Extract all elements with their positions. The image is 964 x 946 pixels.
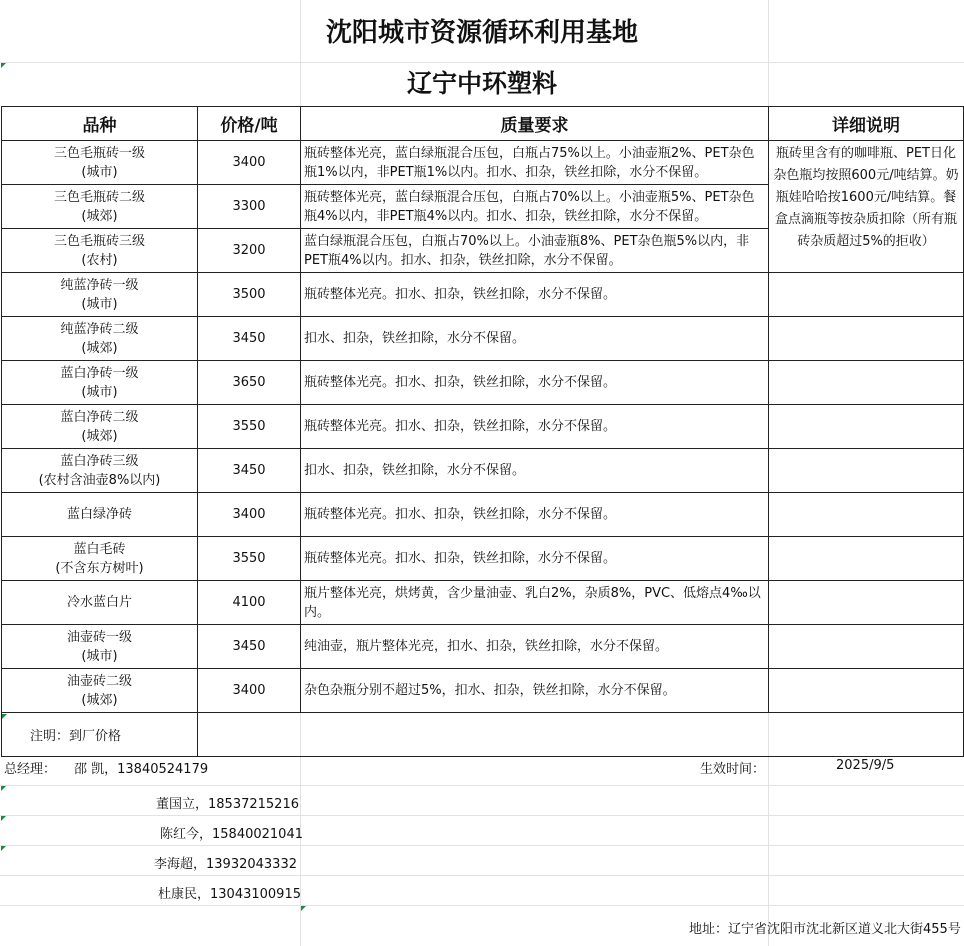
- table-row: [2, 405, 964, 449]
- requirement-cell: 瓶砖整体光亮。扣水、扣杂，铁丝扣除，水分不保留。: [301, 405, 769, 449]
- variety-region: (城市): [81, 164, 118, 180]
- variety-cell: [2, 185, 198, 229]
- variety-cell: [2, 317, 198, 361]
- variety-cell: [2, 229, 198, 273]
- variety-name: 纯蓝净砖二级: [60, 321, 139, 337]
- price-cell: 3650: [198, 361, 301, 405]
- column-header-variety: 品种: [2, 107, 198, 141]
- variety-region: (城郊): [81, 428, 118, 444]
- variety-region: (农村含油壶8%以内): [38, 472, 161, 488]
- note-row: [2, 713, 964, 757]
- variety-name: 蓝白毛砖: [73, 541, 126, 557]
- table-row: [2, 581, 964, 625]
- empty-detail-cell: [769, 273, 964, 317]
- manager-label: 总经理：: [4, 762, 57, 777]
- requirement-cell: 扣水、扣杂，铁丝扣除，水分不保留。: [301, 449, 769, 493]
- table-row: [2, 273, 964, 317]
- variety-cell: [2, 537, 198, 581]
- contact-item: 董国立，18537215216: [156, 797, 299, 812]
- contact-item: 李海超，13932043332: [154, 857, 297, 872]
- cell-indicator: [1, 63, 6, 68]
- variety-region: (城郊): [81, 340, 118, 356]
- variety-region: (城市): [81, 296, 118, 312]
- variety-name: 蓝白净砖三级: [60, 453, 139, 469]
- requirement-cell: 蓝白绿瓶混合压包，白瓶占70%以上。小油壶瓶8%、PET杂色瓶5%以内，非PET瓶4%以内。扣水、扣杂，铁丝扣除，水分不保留。: [301, 229, 769, 273]
- empty-note-cell: [198, 713, 964, 757]
- variety-cell: [2, 669, 198, 713]
- grid-line: [0, 62, 964, 63]
- cell-indicator: [301, 906, 306, 911]
- variety-region: (城郊): [81, 208, 118, 224]
- cell-indicator: [1, 846, 6, 851]
- variety-name: 三色毛瓶砖二级: [53, 189, 145, 205]
- empty-detail-cell: [769, 317, 964, 361]
- grid-line: [0, 815, 964, 816]
- effective-label: 生效时间：: [700, 762, 766, 777]
- variety-name: 三色毛瓶砖一级: [53, 145, 145, 161]
- grid-line: [0, 785, 964, 786]
- price-cell: 4100: [198, 581, 301, 625]
- variety-name: 蓝白净砖二级: [60, 409, 139, 425]
- price-cell: 3200: [198, 229, 301, 273]
- variety-cell: [2, 141, 198, 185]
- detail-cell: 瓶砖里含有的咖啡瓶、PET日化杂色瓶均按照600元/吨结算。奶瓶娃哈哈按1600元/吨结算。餐盒点滴瓶等按杂质扣除（所有瓶砖杂质超过5%的拒收）: [769, 141, 964, 273]
- requirement-cell: 扣水、扣杂，铁丝扣除，水分不保留。: [301, 317, 769, 361]
- table-row: [2, 141, 964, 185]
- requirement-cell: 瓶片整体光亮，烘烤黄，含少量油壶、乳白2%，杂质8%，PVC、低熔点4‰以内。: [301, 581, 769, 625]
- price-cell: 3300: [198, 185, 301, 229]
- table-row: [2, 317, 964, 361]
- company-name: 辽宁中环塑料: [406, 69, 557, 98]
- empty-detail-cell: [769, 405, 964, 449]
- empty-detail-cell: [769, 537, 964, 581]
- requirement-cell: 瓶砖整体光亮。扣水、扣杂，铁丝扣除，水分不保留。: [301, 273, 769, 317]
- requirement-cell: 杂色杂瓶分别不超过5%，扣水、扣杂，铁丝扣除，水分不保留。: [301, 669, 769, 713]
- table-row: [2, 537, 964, 581]
- requirement-cell: 瓶砖整体光亮。扣水、扣杂，铁丝扣除，水分不保留。: [301, 537, 769, 581]
- requirement-cell: 瓶砖整体光亮。扣水、扣杂，铁丝扣除，水分不保留。: [301, 361, 769, 405]
- variety-region: (不含东方树叶): [55, 560, 144, 576]
- variety-cell: [2, 361, 198, 405]
- empty-detail-cell: [769, 581, 964, 625]
- variety-cell: [2, 405, 198, 449]
- variety-name: 蓝白净砖一级: [60, 365, 139, 381]
- variety-name: 纯蓝净砖一级: [60, 277, 139, 293]
- table-row: [2, 361, 964, 405]
- price-cell: 3550: [198, 405, 301, 449]
- contact-item: 杜康民，13043100915: [158, 887, 301, 902]
- price-cell: 3400: [198, 141, 301, 185]
- page-title: 沈阳城市资源循环利用基地: [325, 18, 638, 48]
- price-cell: 3500: [198, 273, 301, 317]
- address: 地址：辽宁省沈阳市沈北新区道义北大街455号: [689, 922, 961, 937]
- note-cell: 注明：到厂价格: [2, 713, 198, 757]
- empty-detail-cell: [769, 493, 964, 537]
- column-header-detail: 详细说明: [769, 107, 964, 141]
- manager-contact: 邵 凯，13840524179: [74, 762, 209, 777]
- cell-indicator: [1, 786, 6, 791]
- variety-name: 冷水蓝白片: [66, 595, 132, 610]
- requirement-cell: 瓶砖整体光亮，蓝白绿瓶混合压包，白瓶占75%以上。小油壶瓶2%、PET杂色瓶1%以内，非PET瓶1%以内。扣水、扣杂，铁丝扣除，水分不保留。: [301, 141, 769, 185]
- price-cell: 3450: [198, 449, 301, 493]
- price-table: [1, 106, 964, 757]
- variety-cell: [2, 273, 198, 317]
- variety-region: (城市): [81, 384, 118, 400]
- column-header-price: 价格/吨: [198, 107, 301, 141]
- price-cell: 3450: [198, 317, 301, 361]
- variety-name: 三色毛瓶砖三级: [53, 233, 145, 249]
- cell-indicator: [2, 714, 7, 719]
- variety-name: 油壶砖二级: [66, 673, 132, 689]
- empty-detail-cell: [769, 449, 964, 493]
- requirement-cell: 瓶砖整体光亮，蓝白绿瓶混合压包，白瓶占70%以上。小油壶瓶5%、PET杂色瓶4%以内，非PET瓶4%以内。扣水、扣杂，铁丝扣除，水分不保留。: [301, 185, 769, 229]
- effective-date: 2025/9/5: [836, 758, 895, 773]
- empty-detail-cell: [769, 361, 964, 405]
- table-row: [2, 669, 964, 713]
- price-cell: 3400: [198, 493, 301, 537]
- grid-line: [0, 905, 964, 906]
- table-row: [2, 625, 964, 669]
- table-row: [2, 449, 964, 493]
- column-header-requirement: 质量要求: [301, 107, 769, 141]
- requirement-cell: 瓶砖整体光亮。扣水、扣杂，铁丝扣除，水分不保留。: [301, 493, 769, 537]
- variety-cell: [2, 581, 198, 625]
- price-cell: 3450: [198, 625, 301, 669]
- table-header-row: [2, 107, 964, 141]
- variety-cell: [2, 625, 198, 669]
- cell-indicator: [1, 816, 6, 821]
- variety-cell: [2, 449, 198, 493]
- empty-detail-cell: [769, 625, 964, 669]
- grid-line: [0, 875, 964, 876]
- price-cell: 3550: [198, 537, 301, 581]
- variety-name: 油壶砖一级: [66, 629, 132, 645]
- grid-line: [0, 845, 964, 846]
- variety-name: 蓝白绿净砖: [66, 507, 132, 522]
- table-row: [2, 493, 964, 537]
- variety-region: (农村): [81, 252, 118, 268]
- price-cell: 3400: [198, 669, 301, 713]
- empty-detail-cell: [769, 669, 964, 713]
- variety-region: (城市): [81, 648, 118, 664]
- variety-region: (城郊): [81, 692, 118, 708]
- variety-cell: [2, 493, 198, 537]
- requirement-cell: 纯油壶，瓶片整体光亮，扣水、扣杂，铁丝扣除，水分不保留。: [301, 625, 769, 669]
- contact-item: 陈红今，15840021041: [160, 827, 303, 842]
